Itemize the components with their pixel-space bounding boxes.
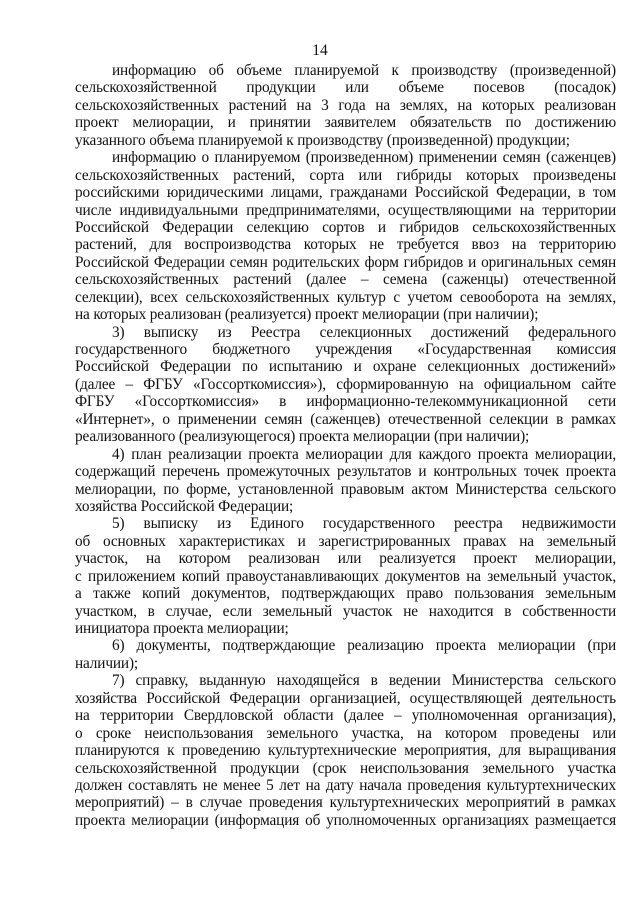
text-line: планируются к проведению культуртехнические мероприятия, для выращивания xyxy=(75,742,616,760)
text-line: содержащий перечень промежуточных результатов и контрольных точек проекта xyxy=(75,463,616,481)
text-line: 4) план реализации проекта мелиорации для каждого проекта мелиорации, xyxy=(112,445,616,463)
text-line: сельскохозяйственных растений, сорта или гибриды которых произведены xyxy=(75,166,616,184)
text-line: сельскохозяйственной продукции или объеме посевов (посадок) xyxy=(75,79,616,97)
paragraph-item-4 xyxy=(75,446,616,516)
text-line: хозяйства Российской Федерации; xyxy=(75,497,294,515)
text-line: российскими юридическими лицами, гражданами Российской Федерации, в том xyxy=(75,184,616,202)
text-line: 5) выписку из Единого государственного реестра недвижимости xyxy=(112,515,616,533)
text-line: с приложением копий правоустанавливающих документов на земельный участок, xyxy=(75,567,616,585)
page-number: 14 xyxy=(312,42,328,59)
paragraph-seed-usage xyxy=(75,149,616,323)
document-body xyxy=(75,62,616,829)
text-line: Российской Федерации селекцию сортов и гибридов сельскохозяйственных xyxy=(75,218,616,236)
paragraph-item-5 xyxy=(75,515,616,637)
paragraph-item-7 xyxy=(75,672,616,829)
paragraph-item-6 xyxy=(75,637,616,672)
text-line: участок, на котором реализован или реализуется проект мелиорации, xyxy=(75,550,616,568)
text-line: ФГБУ «Госсорткомиссия» в информационно-телекоммуникационной сети xyxy=(75,393,616,411)
text-line: наличии); xyxy=(75,654,138,672)
text-line: а также копий документов, подтверждающих право пользования земельным xyxy=(75,585,616,603)
text-line: числе индивидуальными предпринимателями, осуществляющими на территории xyxy=(75,201,616,219)
text-line: государственного бюджетного учреждения «Государственная комиссия xyxy=(75,341,616,358)
text-line: хозяйства Российской Федерации организацией, осуществляющей деятельность xyxy=(75,689,616,707)
text-line: Российской Федерации семян родительских форм гибридов и оригинальных семян xyxy=(75,253,616,271)
text-line: 7) справку, выданную находящейся в ведении Министерства сельского xyxy=(112,672,616,690)
text-line: (далее – ФГБУ «Госсорткомиссия»), сформированную на официальном сайте xyxy=(75,375,616,393)
text-line: мероприятий) – в случае проведения культуртехнических мероприятий в рамках xyxy=(75,794,616,812)
text-line: проекта мелиорации (информация об уполномоченных организациях размещается xyxy=(75,811,616,829)
text-line: должен составлять не менее 5 лет на дату начала проведения культуртехнических xyxy=(75,776,616,794)
text-line: «Интернет», о применении семян (саженцев) отечественной селекции в рамках xyxy=(75,410,616,428)
text-line: информацию об объеме планируемой к производству (произведенной) xyxy=(112,62,616,79)
text-line: сельскохозяйственных растений на 3 года на землях, на которых реализован xyxy=(75,96,616,114)
text-line: селекции), всех сельскохозяйственных культур с учетом севооборота на землях, xyxy=(75,288,616,306)
paragraph-item-3 xyxy=(75,324,616,446)
text-line: мелиорации, по форме, установленной правовым актом Министерства сельского xyxy=(75,480,616,498)
text-line: 6) документы, подтверждающие реализацию проекта мелиорации (при xyxy=(112,637,616,655)
text-line: на которых реализован (реализуется) проект мелиорации (при наличии); xyxy=(75,306,539,324)
paragraph-production-volume xyxy=(75,62,616,149)
text-line: растений, для воспроизводства которых не требуется ввоз на территорию xyxy=(75,236,616,254)
text-line: реализованного (реализующегося) проекта мелиорации (при наличии); xyxy=(75,428,530,446)
text-line: проект мелиорации, и принятии заявителем обязательств по достижению xyxy=(75,114,616,132)
text-line: на территории Свердловской области (далее – уполномоченная организация), xyxy=(75,707,616,725)
text-line: сельскохозяйственных растений (далее – семена (саженцы) отечественной xyxy=(75,271,616,289)
text-line: инициатора проекта мелиорации; xyxy=(75,620,289,637)
text-line: указанного объема планируемой к производству (произведенной) продукции; xyxy=(75,131,570,149)
text-line: информацию о планируемом (произведенном) применении семян (саженцев) xyxy=(112,149,616,167)
text-line: 3) выписку из Реестра селекционных достижений федерального xyxy=(112,323,616,341)
text-line: сельскохозяйственной продукции (срок неиспользования земельного участка xyxy=(75,759,616,777)
text-line: об основных характеристиках и зарегистрированных правах на земельный xyxy=(75,532,616,550)
text-line: о сроке неиспользования земельного участка, на котором проведены или xyxy=(75,724,616,742)
text-line: участком, в случае, если земельный участок не находится в собственности xyxy=(75,602,616,620)
text-line: Российской Федерации по испытанию и охране селекционных достижений» xyxy=(75,358,616,376)
